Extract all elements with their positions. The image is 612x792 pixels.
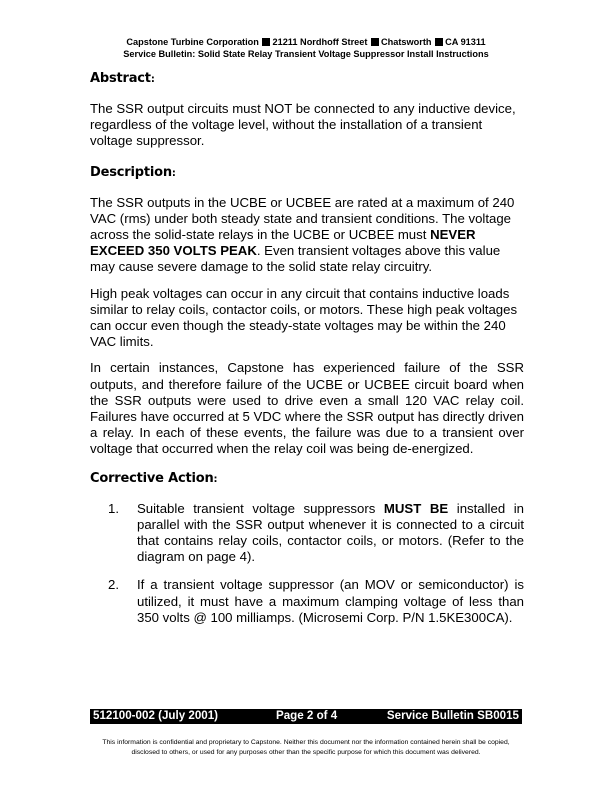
item-text: If a transient voltage suppressor (an MOV or semiconductor) is utilized, it must have a maximum clamping voltage of less than 350 volts @ 100 milliamps. (Microsemi Corp. P/N 1.5KE300CA).: [137, 577, 524, 625]
bulletin-id: Service Bulletin SB0015: [386, 709, 519, 722]
p1-text-after: . Even transient voltages above this value may cause severe damage to the solid state relay circuitry.: [90, 243, 501, 275]
abstract-heading-text: Abstract: [90, 71, 151, 86]
description-heading-text: Description: [90, 164, 172, 180]
abstract-heading: [90, 70, 524, 89]
heading-colon: :: [213, 473, 218, 485]
description-heading: [90, 164, 524, 183]
list-item: [108, 501, 524, 566]
abstract-text: The SSR output circuits must NOT be connected to any inductive device, regardless of the voltage level, without the installation of a transient voltage suppressor.: [90, 101, 516, 149]
p1-text-before: The SSR outputs in the UCBE or UCBEE are rated at a maximum of 240 VAC (rms) under both steady state and transient conditions. The voltage across the solid-state relays in the UCBE or UCBEE must: [90, 194, 515, 243]
page-header: [0, 36, 612, 60]
list-number: 1.: [108, 500, 119, 516]
square-bullet-icon: [371, 38, 379, 46]
list-item: [108, 577, 524, 626]
document-number: 512100-002 (July 2001): [93, 709, 219, 722]
corrective-action-section: [90, 470, 524, 626]
company-address-line: [0, 36, 612, 48]
corrective-action-heading-text: Corrective Action: [90, 470, 214, 486]
heading-colon: :: [171, 167, 176, 179]
description-paragraph-2: High peak voltages can occur in any circuit that contains inductive loads similar to relay coils, contactor coils, or motors. These high peak voltages can occur even though the steady-state voltages may be within the 240 VAC limits.: [90, 285, 518, 350]
item-text-after: installed in parallel with the SSR output whenever it is connected to a circuit that contains relay coils, contactor coils, or motors. (Refer to the diagram on page 4).: [137, 500, 524, 565]
description-paragraph-1: [90, 195, 524, 276]
state-zip: CA 91311: [445, 37, 486, 47]
item-text-before: Suitable transient voltage suppressors: [137, 500, 384, 516]
square-bullet-icon: [435, 38, 443, 46]
heading-colon: :: [150, 74, 155, 85]
page-number: Page 2 of 4: [276, 709, 338, 722]
description-paragraph-3: In certain instances, Capstone has experienced failure of the SSR outputs, and therefore failure of the UCBE or UCBEE circuit board when the SSR outputs were used to drive even a small 120 VAC relay coil. Failures have occurred at 5 VDC where the SSR output has directly driven a relay. In each of these events, the failure was due to a transient over voltage that occurred when the relay coil was being de-energized.: [90, 360, 524, 457]
corrective-action-heading: [90, 470, 524, 489]
footer-bar: [90, 709, 522, 724]
document-body: [90, 70, 524, 626]
item-emphasis: MUST BE: [383, 500, 449, 516]
list-number: 2.: [108, 577, 119, 593]
corrective-action-list: [90, 501, 524, 626]
description-section: [90, 164, 524, 458]
city: Chatsworth: [381, 37, 432, 47]
document-subtitle: Service Bulletin: Solid State Relay Transient Voltage Suppressor Install Instructions: [123, 49, 489, 59]
company-name: Capstone Turbine Corporation: [126, 37, 259, 47]
confidentiality-notice: This information is confidential and proprietary to Capstone. Neither this document nor the information contained herein shall be copied, disclosed to others, or used for any purposes other than the specific purpose for which this document was delivered.: [102, 739, 510, 756]
p1-emphasis: NEVER EXCEED 350 VOLTS PEAK: [90, 227, 476, 259]
street-address: 21211 Nordhoff Street: [272, 37, 368, 47]
square-bullet-icon: [262, 38, 270, 46]
abstract-section: [90, 70, 524, 150]
